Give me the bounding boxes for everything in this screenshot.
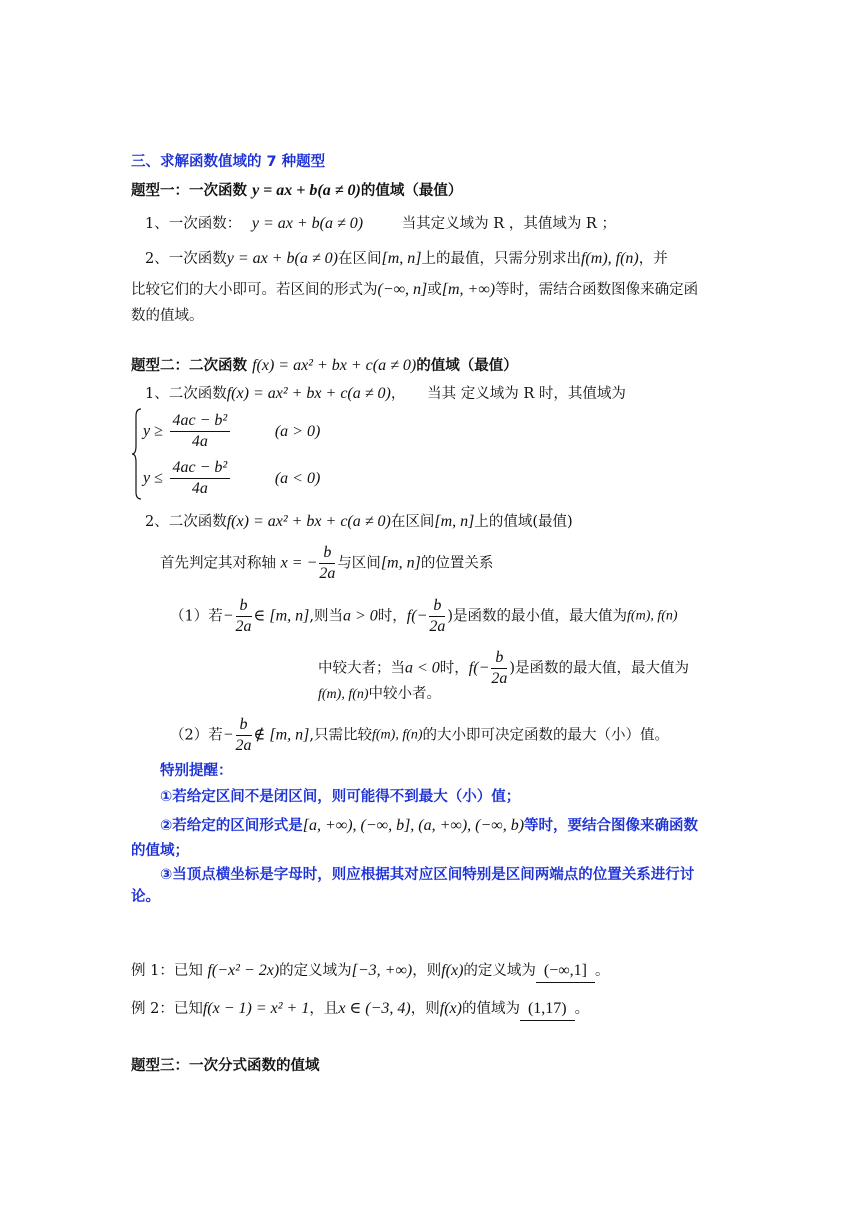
type1-item2-formula: y = ax + b(a ≠ 0) bbox=[226, 250, 338, 267]
type1-item2-text-a: 2、一次函数 bbox=[145, 251, 227, 267]
type1-item2-interval: [m, n] bbox=[381, 250, 422, 267]
type1-item2-line2 bbox=[131, 279, 698, 301]
case1-fraction bbox=[236, 596, 252, 637]
case1-minus: − bbox=[222, 607, 234, 625]
case1-line2-numerator: b bbox=[491, 648, 507, 669]
type2-heading-suffix: 的值域（最值） bbox=[416, 358, 518, 374]
example-1-domain: [−3, +∞) bbox=[351, 962, 413, 979]
type2-item2-prefix: 2、二次函数 bbox=[145, 514, 227, 530]
type1-item2-text-c: 上的最值，只需分别求出 bbox=[421, 251, 581, 267]
type1-item2-line1 bbox=[145, 248, 668, 270]
type1-item1-text: 当其定义域为 R ，其值域为 R ； bbox=[401, 216, 616, 232]
type2-heading-formula: f(x) = ax² + bx + c(a ≠ 0) bbox=[252, 357, 417, 374]
example-1-answer: (−∞,1] bbox=[536, 960, 595, 983]
case-positive-lhs: y ≥ bbox=[143, 422, 163, 440]
case2-nonmembership: ∉ [m, n] bbox=[253, 726, 310, 744]
case1-line2-fraction bbox=[491, 648, 507, 689]
type2-item2-formula: f(x) = ax² + bx + c(a ≠ 0) bbox=[226, 513, 391, 530]
case-positive-fraction bbox=[170, 411, 231, 452]
type1-item2-line2-text-c: 等时，需结合函数图像来确定函 bbox=[495, 282, 699, 298]
example-2-text-b: ，则 bbox=[410, 1001, 440, 1017]
example-2-suffix: 。 bbox=[574, 1001, 590, 1017]
case1-fvalues: f(m), f(n) bbox=[627, 608, 678, 624]
symmetry-axis-suffix: 的位置关系 bbox=[420, 555, 494, 572]
case1-line3 bbox=[318, 683, 441, 706]
case2-text-a: ,只需比较 bbox=[309, 727, 372, 744]
case1-text-a: ,则当 bbox=[309, 608, 343, 625]
case1-line2-text-a: 中较大者；当 bbox=[318, 660, 405, 677]
case-positive bbox=[143, 411, 320, 452]
case1-denominator: 2a bbox=[235, 618, 252, 635]
type1-item1-formula: y = ax + b(a ≠ 0) bbox=[251, 215, 364, 232]
symmetry-axis-lhs: x = − bbox=[280, 554, 318, 572]
tip-3-line2: 论。 bbox=[131, 889, 160, 905]
tip-2-prefix: ②若给定的区间形式是 bbox=[160, 818, 303, 834]
example-2 bbox=[131, 998, 589, 1021]
cases-brace bbox=[132, 408, 142, 500]
symmetry-axis-fraction bbox=[319, 543, 335, 584]
type1-item2-line2-text-a: 比较它们的大小即可。若区间的形式为 bbox=[131, 282, 378, 298]
case1-membership: ∈ [m, n] bbox=[253, 607, 310, 625]
type1-item2-interval-left: (−∞, n] bbox=[377, 281, 428, 298]
case1-line2-f-open: f(− bbox=[468, 659, 490, 677]
tip-1: ①若给定区间不是闭区间，则可能得不到最大（小）值； bbox=[160, 789, 521, 805]
case1-text-c: )是函数的最小值，最大值为 bbox=[447, 608, 628, 625]
case1-line2-denominator: 2a bbox=[491, 670, 508, 687]
type1-item2-text-b: 在区间 bbox=[337, 251, 382, 267]
case1-line2-text-b: 时， bbox=[439, 660, 469, 677]
example-1 bbox=[131, 960, 610, 983]
tip-3-line1: ③当顶点横坐标是字母时，则应根据其对应区间特别是区间两端点的位置关系进行讨 bbox=[160, 867, 695, 883]
example-1-prefix: 例 1：已知 bbox=[131, 963, 203, 979]
case1-f-numerator: b bbox=[429, 596, 445, 617]
example-2-condition: x ∈ (−3, 4) bbox=[338, 1000, 411, 1017]
example-1-function: f(−x² − 2x) bbox=[207, 962, 280, 979]
example-1-text-b: ，则 bbox=[412, 963, 442, 979]
tip-2-suffix: 等时，要结合图像来确函数 bbox=[524, 818, 699, 834]
case2-denominator: 2a bbox=[235, 737, 252, 754]
tips-title: 特别提醒： bbox=[160, 763, 233, 779]
symmetry-axis-denominator: 2a bbox=[319, 565, 336, 582]
case1-line2-text-c: )是函数的最大值，最大值为 bbox=[509, 660, 690, 677]
type1-item2-text-d: ，并 bbox=[638, 251, 668, 267]
case1-line1 bbox=[170, 596, 678, 637]
case2-line bbox=[170, 715, 669, 756]
type2-item1 bbox=[145, 383, 626, 405]
type2-item2-suffix: 上的值域(最值) bbox=[474, 514, 573, 530]
example-1-text-c: 的定义域为 bbox=[463, 963, 536, 979]
case2-fvalues: f(m), f(n) bbox=[372, 727, 423, 743]
case1-f-denominator: 2a bbox=[429, 618, 446, 635]
type1-item2-line3: 数的值域。 bbox=[131, 308, 204, 324]
type3-heading: 题型三：一次分式函数的值域 bbox=[131, 1058, 320, 1074]
section-title: 三、求解函数值域的 7 种题型 bbox=[131, 154, 326, 170]
type2-heading bbox=[131, 355, 518, 377]
type1-heading-prefix: 题型一：一次函数 bbox=[131, 183, 253, 199]
type1-item2-line2-text-b: 或 bbox=[427, 282, 442, 298]
case-negative-denominator: 4a bbox=[191, 480, 208, 497]
case-positive-numerator: 4ac − b² bbox=[170, 411, 231, 432]
case-negative-condition: (a < 0) bbox=[274, 469, 321, 487]
symmetry-axis-line bbox=[160, 543, 493, 584]
example-2-text-a: ，且 bbox=[309, 1001, 339, 1017]
case-positive-condition: (a > 0) bbox=[274, 422, 321, 440]
symmetry-axis-mid: 与区间 bbox=[337, 555, 381, 572]
type1-item2-interval-right: [m, +∞) bbox=[441, 281, 496, 298]
case1-line3-suffix: 中较小者。 bbox=[368, 686, 442, 702]
case-negative-numerator: 4ac − b² bbox=[170, 458, 231, 479]
example-2-function: f(x − 1) = x² + 1 bbox=[202, 1000, 310, 1017]
example-2-prefix: 例 2：已知 bbox=[131, 1001, 203, 1017]
case1-line2-condition: a < 0 bbox=[405, 659, 440, 677]
case1-f-open: f(− bbox=[406, 607, 428, 625]
type1-heading-suffix: 的值域（最值） bbox=[360, 183, 463, 199]
type1-item1 bbox=[145, 213, 616, 235]
case2-minus: − bbox=[222, 726, 234, 744]
case1-numerator: b bbox=[236, 596, 252, 617]
case1-condition: a > 0 bbox=[343, 607, 378, 625]
type2-item2-mid: 在区间 bbox=[390, 514, 435, 530]
case2-numerator: b bbox=[236, 715, 252, 736]
example-1-text-a: 的定义域为 bbox=[279, 963, 352, 979]
case1-text-b: 时， bbox=[377, 608, 407, 625]
tip-2-line1 bbox=[160, 815, 698, 837]
type1-item2-fvalues: f(m), f(n) bbox=[580, 250, 639, 267]
case2-fraction bbox=[236, 715, 252, 756]
example-2-fx: f(x) bbox=[439, 1000, 462, 1017]
example-1-fx: f(x) bbox=[441, 962, 464, 979]
example-2-answer: (1,17) bbox=[520, 998, 575, 1021]
type2-item1-prefix: 1、二次函数 bbox=[145, 386, 227, 402]
case-negative-lhs: y ≤ bbox=[143, 469, 163, 487]
case-positive-denominator: 4a bbox=[191, 433, 208, 450]
tip-2-intervals: [a, +∞), (−∞, b], (a, +∞), (−∞, b) bbox=[302, 817, 525, 834]
case-negative-fraction bbox=[170, 458, 231, 499]
case2-text-b: 的大小即可决定函数的最大（小）值。 bbox=[422, 727, 670, 744]
type2-item2 bbox=[145, 511, 573, 533]
example-1-suffix: 。 bbox=[595, 963, 610, 979]
type1-item1-prefix: 1、一次函数： bbox=[145, 216, 242, 232]
type2-item1-suffix: ， 当其 定义域为 R 时，其值域为 bbox=[390, 386, 626, 402]
type2-heading-prefix: 题型二：二次函数 bbox=[131, 358, 253, 374]
case1-prefix: （1）若 bbox=[170, 608, 223, 625]
case-negative bbox=[143, 458, 320, 499]
example-2-text-c: 的值域为 bbox=[461, 1001, 520, 1017]
type2-item2-interval: [m, n] bbox=[434, 513, 475, 530]
case1-line3-fvalues: f(m), f(n) bbox=[318, 687, 369, 702]
symmetry-axis-prefix: 首先判定其对称轴 bbox=[160, 555, 276, 572]
type2-item1-formula: f(x) = ax² + bx + c(a ≠ 0) bbox=[226, 385, 391, 402]
type1-heading bbox=[131, 180, 462, 202]
case2-prefix: （2）若 bbox=[170, 727, 223, 744]
case1-f-fraction bbox=[429, 596, 445, 637]
symmetry-axis-interval: [m, n] bbox=[380, 554, 421, 572]
symmetry-axis-numerator: b bbox=[319, 543, 335, 564]
type1-heading-formula: y = ax + b(a ≠ 0) bbox=[252, 182, 361, 199]
tip-2-line2: 的值域； bbox=[131, 843, 189, 859]
